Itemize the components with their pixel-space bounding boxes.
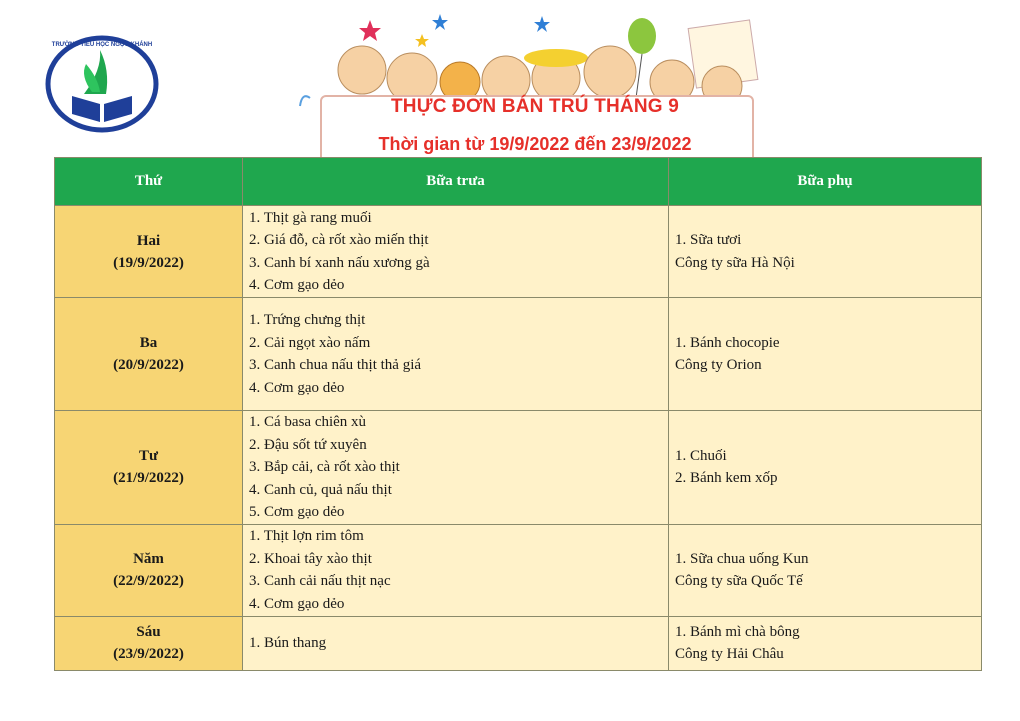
- page-title: THỰC ĐƠN BÁN TRÚ THÁNG 9: [391, 96, 679, 117]
- day-cell: [55, 206, 243, 298]
- snack-cell: [669, 524, 982, 616]
- column-header-snack: Bữa phụ: [669, 158, 982, 206]
- lunch-cell: [243, 206, 669, 298]
- table-row: [55, 206, 982, 298]
- menu-table: [54, 157, 982, 671]
- day-cell: [55, 298, 243, 411]
- snack-cell: [669, 298, 982, 411]
- lunch-item: 5. Cơm gạo dẻo: [249, 504, 345, 520]
- snack-cell: [669, 206, 982, 298]
- snack-item: Công ty sữa Hà Nội: [675, 254, 795, 271]
- school-logo: [44, 30, 160, 134]
- day-name: Sáu: [136, 624, 161, 640]
- page-subtitle: Thời gian từ 19/9/2022 đến 23/9/2022: [378, 134, 692, 154]
- snack-cell: [669, 411, 982, 525]
- lunch-item: 3. Canh bí xanh nấu xương gà: [249, 254, 430, 271]
- lunch-item: 1. Thịt lợn rim tôm: [249, 528, 364, 544]
- lunch-cell: [243, 524, 669, 616]
- lunch-item: 2. Giá đỗ, cà rốt xào miến thịt: [249, 232, 429, 248]
- lunch-item: 4. Cơm gạo dẻo: [249, 379, 345, 396]
- lunch-item: 2. Đậu sốt tứ xuyên: [249, 436, 367, 453]
- snack-item: Công ty Hải Châu: [675, 646, 784, 662]
- lunch-item: 4. Cơm gạo dẻo: [249, 595, 345, 612]
- table-row: [55, 298, 982, 411]
- snack-item: 1. Sữa chua uống Kun: [675, 550, 809, 567]
- day-date: (23/9/2022): [113, 646, 184, 662]
- day-date: (19/9/2022): [113, 254, 184, 271]
- snack-item: 1. Sữa tươi: [675, 232, 742, 248]
- lunch-item: 4. Cơm gạo dẻo: [249, 277, 345, 293]
- day-cell: [55, 524, 243, 616]
- lunch-cell: [243, 411, 669, 525]
- day-date: (22/9/2022): [113, 573, 184, 589]
- day-cell: [55, 411, 243, 525]
- snack-cell: [669, 616, 982, 670]
- lunch-item: 1. Cá basa chiên xù: [249, 414, 367, 430]
- table-row: [55, 411, 982, 525]
- column-header-lunch: Bữa trưa: [243, 158, 669, 206]
- snack-item: 1. Bánh mì chà bông: [675, 623, 800, 640]
- lunch-item: 1. Bún thang: [249, 634, 327, 651]
- snack-item: 1. Chuối: [675, 447, 727, 464]
- snack-item: Công ty Orion: [675, 357, 762, 373]
- lunch-item: 1. Trứng chưng thịt: [249, 312, 366, 328]
- lunch-item: 3. Bắp cải, cà rốt xào thịt: [249, 459, 400, 475]
- day-name: Tư: [138, 448, 158, 465]
- snack-item: 1. Bánh chocopie: [675, 334, 780, 351]
- day-cell: [55, 616, 243, 670]
- lunch-item: 3. Canh cải nấu thịt nạc: [249, 573, 391, 589]
- lunch-cell: [243, 616, 669, 670]
- day-name: Hai: [136, 232, 161, 249]
- day-date: (20/9/2022): [113, 357, 184, 373]
- lunch-item: 2. Cải ngọt xào nấm: [249, 334, 371, 351]
- table-header-row: [55, 158, 982, 206]
- day-name: Năm: [133, 551, 164, 567]
- snack-item: 2. Bánh kem xốp: [675, 470, 778, 487]
- lunch-item: 3. Canh chua nấu thịt thả giá: [249, 357, 422, 373]
- table-row: [55, 616, 982, 670]
- day-name: Ba: [139, 335, 158, 351]
- table-row: [55, 524, 982, 616]
- lunch-item: 4. Canh củ, quả nấu thịt: [249, 481, 392, 498]
- lunch-item: 2. Khoai tây xào thịt: [249, 550, 372, 567]
- logo-text: TRƯỜNG TIỂU HỌC NGỌC KHÁNH: [51, 42, 153, 48]
- snack-item: Công ty sữa Quốc Tế: [675, 573, 803, 589]
- day-date: (21/9/2022): [113, 470, 184, 487]
- lunch-cell: [243, 298, 669, 411]
- lunch-item: 1. Thịt gà rang muối: [249, 209, 372, 226]
- column-header-day: Thứ: [55, 158, 243, 206]
